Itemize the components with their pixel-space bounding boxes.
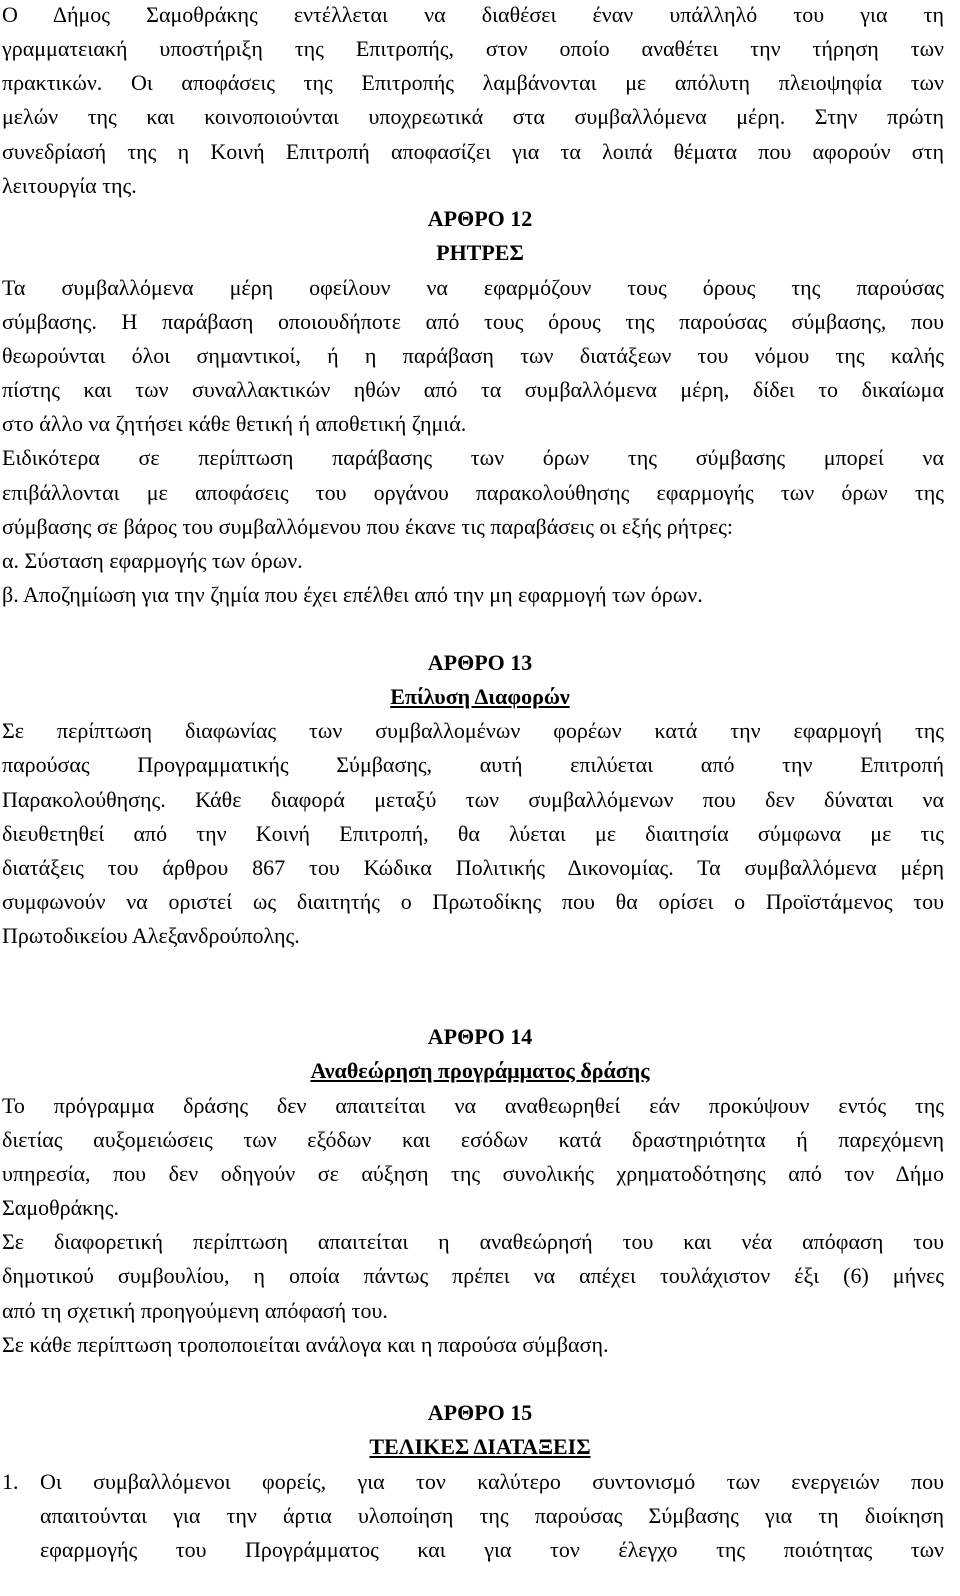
article-15-line: απαιτούνται για την άρτια υλοποίηση της παρούσας Σύμβασης για τη διοίκηση [40,1503,944,1528]
article-13-line: διατάξεις του άρθρου 867 του Κώδικα Πολιτικής Δικονομίας. Τα συμβαλλόμενα μέρη [2,855,944,880]
article-12-subtitle: ΡΗΤΡΕΣ [436,240,524,265]
article-13-title: ΑΡΘΡΟ 13 [427,650,533,675]
article-12-line: σύμβασης. Η παράβαση οποιουδήποτε από τους όρους της παρούσας σύμβασης, που [2,309,944,334]
article-13-line: Πρωτοδικείου Αλεξανδρούπολης. [2,923,300,948]
article-12-title: ΑΡΘΡΟ 12 [427,206,533,231]
article-12-line: στο άλλο να ζητήσει κάθε θετική ή αποθετική ζημιά. [2,411,467,436]
article-12-line: σύμβασης σε βάρος του συμβαλλόμενου που έκανε τις παραβάσεις οι εξής ρήτρες: [2,514,734,539]
article-12-line: πίστης και των συναλλακτικών ηθών από τα συμβαλλόμενα μέρη, δίδει το δικαίωμα [2,377,944,402]
article-14-line: Σαμοθράκης. [2,1195,119,1220]
article-15-item-number: 1. [2,1469,19,1494]
article-14-title: ΑΡΘΡΟ 14 [427,1024,533,1049]
article-13-line: παρούσας Προγραμματικής Σύμβασης, αυτή επιλύεται από την Επιτροπή [2,752,944,777]
article-14-line: από τη σχετική προηγούμενη απόφασή του. [2,1298,388,1323]
article-14-line: διετίας αυξομειώσεις των εξόδων και εσόδων κατά δραστηριότητα ή παρεχόμενη [2,1127,944,1152]
article-12-line: θεωρούνται όλοι σημαντικοί, ή η παράβαση των διατάξεων του νόμου της καλής [2,343,944,368]
article-14-subtitle: Αναθεώρηση προγράμματος δράσης [310,1058,650,1083]
article-14-line: Σε κάθε περίπτωση τροποποιείται ανάλογα και η παρούσα σύμβαση. [2,1332,609,1357]
intro-line: γραμματειακή υποστήριξη της Επιτροπής, στον οποίο αναθέτει την τήρηση των [2,36,944,61]
intro-line: συνεδρίασή της η Κοινή Επιτροπή αποφασίζει για τα λοιπά θέματα που αφορούν στη [2,139,944,164]
article-14-line: Σε διαφορετική περίπτωση απαιτείται η αναθεώρησή του και νέα απόφαση του [2,1229,944,1254]
article-13-subtitle: Επίλυση Διαφορών [390,684,570,709]
article-13-line: Σε περίπτωση διαφωνίας των συμβαλλομένων φορέων κατά την εφαρμογή της [2,718,944,743]
article-14-line: δημοτικού συμβουλίου, η οποία πάντως πρέπει να απέχει τουλάχιστον έξι (6) μήνες [2,1263,944,1288]
article-13-line: διευθετηθεί από την Κοινή Επιτροπή, θα λύεται με διαιτησία σύμφωνα με τις [2,821,944,846]
article-14-line: υπηρεσία, που δεν οδηγούν σε αύξηση της συνολικής χρηματοδότησης από τον Δήμο [2,1161,944,1186]
article-12-line: Τα συμβαλλόμενα μέρη οφείλουν να εφαρμόζουν τους όρους της παρούσας [2,275,944,300]
article-13-line: Παρακολούθησης. Κάθε διαφορά μεταξύ των συμβαλλόμενων που δεν δύναται να [2,787,944,812]
article-12-line: επιβάλλονται με αποφάσεις του οργάνου παρακολούθησης εφαρμογής των όρων της [2,480,944,505]
article-12-clause-b: β. Αποζημίωση για την ζημία που έχει επέλθει από την μη εφαρμογή των όρων. [2,582,703,607]
article-14-line: Το πρόγραμμα δράσης δεν απαιτείται να αναθεωρηθεί εάν προκύψουν εντός της [2,1093,944,1118]
article-15-line: εφαρμογής του Προγράμματος και για τον έλεγχο της ποιότητας των [40,1537,944,1562]
article-12-clause-a: α. Σύσταση εφαρμογής των όρων. [2,548,303,573]
intro-line: Ο Δήμος Σαμοθράκης εντέλλεται να διαθέσει έναν υπάλληλό του για τη [2,2,944,27]
article-15-line: Οι συμβαλλόμενοι φορείς, για τον καλύτερο συντονισμό των ενεργειών που [40,1469,944,1494]
article-15-subtitle: ΤΕΛΙΚΕΣ ΔΙΑΤΑΞΕΙΣ [369,1434,591,1459]
intro-line: πρακτικών. Οι αποφάσεις της Επιτροπής λαμβάνονται με απόλυτη πλειοψηφία των [2,70,944,95]
article-12-line: Ειδικότερα σε περίπτωση παράβασης των όρων της σύμβασης μπορεί να [2,445,944,470]
article-15-title: ΑΡΘΡΟ 15 [427,1400,533,1425]
intro-line: λειτουργία της. [2,173,137,198]
intro-line: μελών της και κοινοποιούνται υποχρεωτικά στα συμβαλλόμενα μέρη. Στην πρώτη [2,104,944,129]
article-13-line: συμφωνούν να οριστεί ως διαιτητής ο Πρωτοδίκης που θα ορίσει ο Προϊστάμενος του [2,889,944,914]
